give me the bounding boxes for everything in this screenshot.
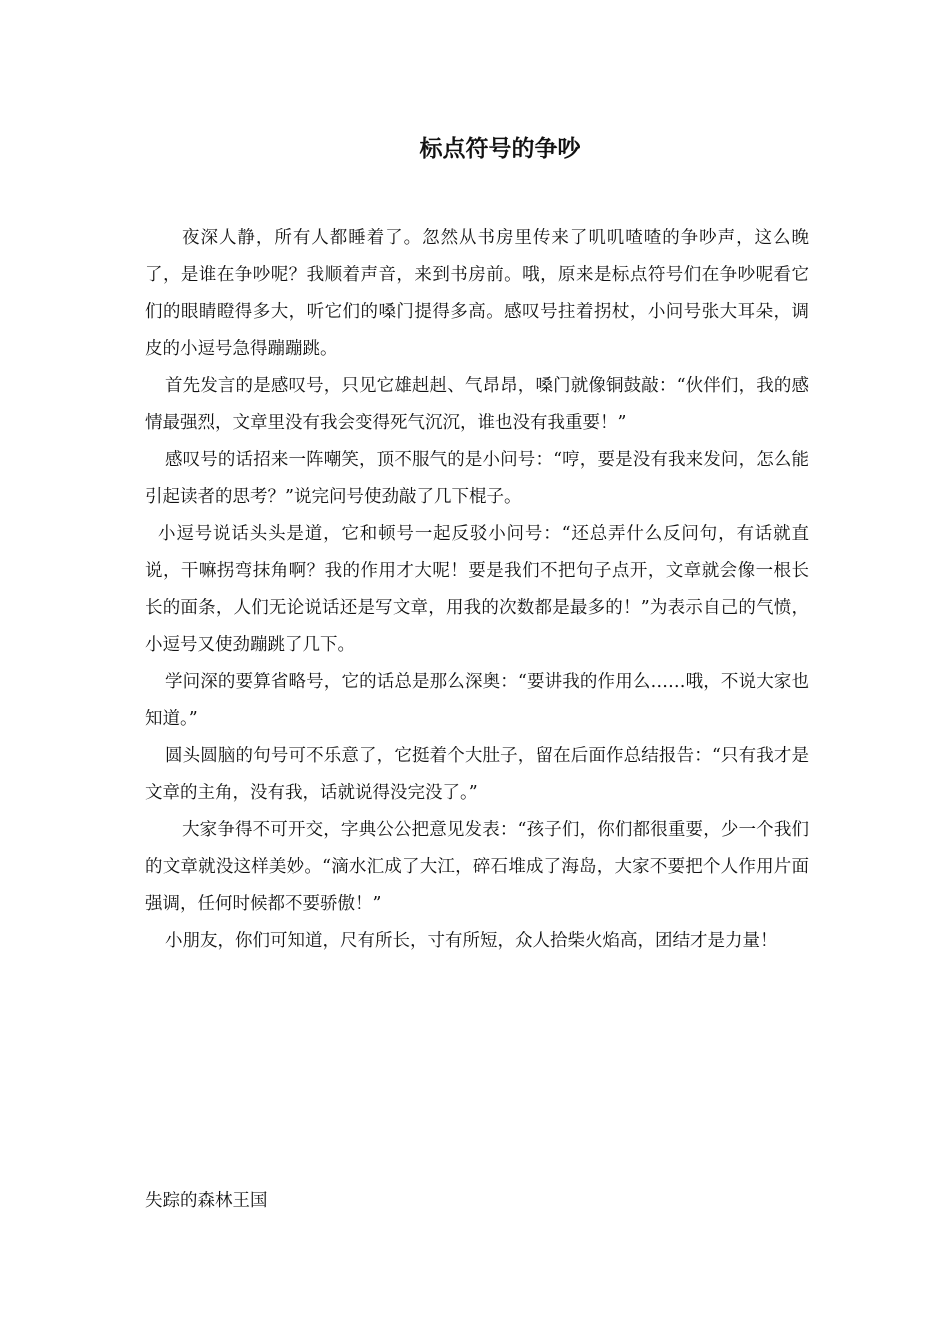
paragraph-question: 感叹号的话招来一阵嘲笑，顶不服气的是小问号：“哼，要是没有我来发问，怎么能引起读者的思考？”说完问号使劲敲了几下棍子。 — [145, 450, 809, 507]
footer-next-title: 失踪的森林王国 — [145, 1191, 268, 1211]
paragraph-intro: 夜深人静，所有人都睡着了。忽然从书房里传来了叽叽喳喳的争吵声，这么晚了，是谁在争吵呢？我顺着声音，来到书房前。哦，原来是标点符号们在争吵呢看它们的眼睛瞪得多大，听它们的嗓门提得多高。感叹号拄着拐杖，小问号张大耳朵，调皮的小逗号急得蹦蹦跳。 — [145, 228, 809, 359]
paragraph-conclusion: 小朋友，你们可知道，尺有所长，寸有所短，众人拾柴火焰高，团结才是力量！ — [165, 931, 778, 951]
paragraph-period: 圆头圆脑的句号可不乐意了，它挺着个大肚子，留在后面作总结报告：“只有我才是文章的主角，没有我，话就说得没完没了。” — [145, 746, 809, 803]
paragraph-ellipsis: 学问深的要算省略号，它的话总是那么深奥：“要讲我的作用么……哦，不说大家也知道。” — [145, 672, 809, 729]
paragraph-exclamation: 首先发言的是感叹号，只见它雄赳赳、气昂昂，嗓门就像铜鼓敲：“伙伴们，我的感情最强烈，文章里没有我会变得死气沉沉，谁也没有我重要！” — [145, 376, 809, 433]
document-title: 标点符号的争吵 — [419, 136, 581, 162]
paragraph-dictionary: 大家争得不可开交，字典公公把意见发表：“孩子们，你们都很重要，少一个我们的文章就没这样美妙。“滴水汇成了大江，碎石堆成了海岛，大家不要把个人作用片面强调，任何时候都不要骄傲！” — [145, 820, 809, 914]
document-body — [145, 220, 809, 960]
paragraph-comma: 小逗号说话头头是道，它和顿号一起反驳小问号：“还总弄什么反问句，有话就直说，干嘛拐弯抹角啊？我的作用才大呢！要是我们不把句子点开，文章就会像一根长长的面条，人们无论说话还是写文章，用我的次数都是最多的！”为表示自己的气愤，小逗号又使劲蹦跳了几下。 — [145, 524, 809, 655]
